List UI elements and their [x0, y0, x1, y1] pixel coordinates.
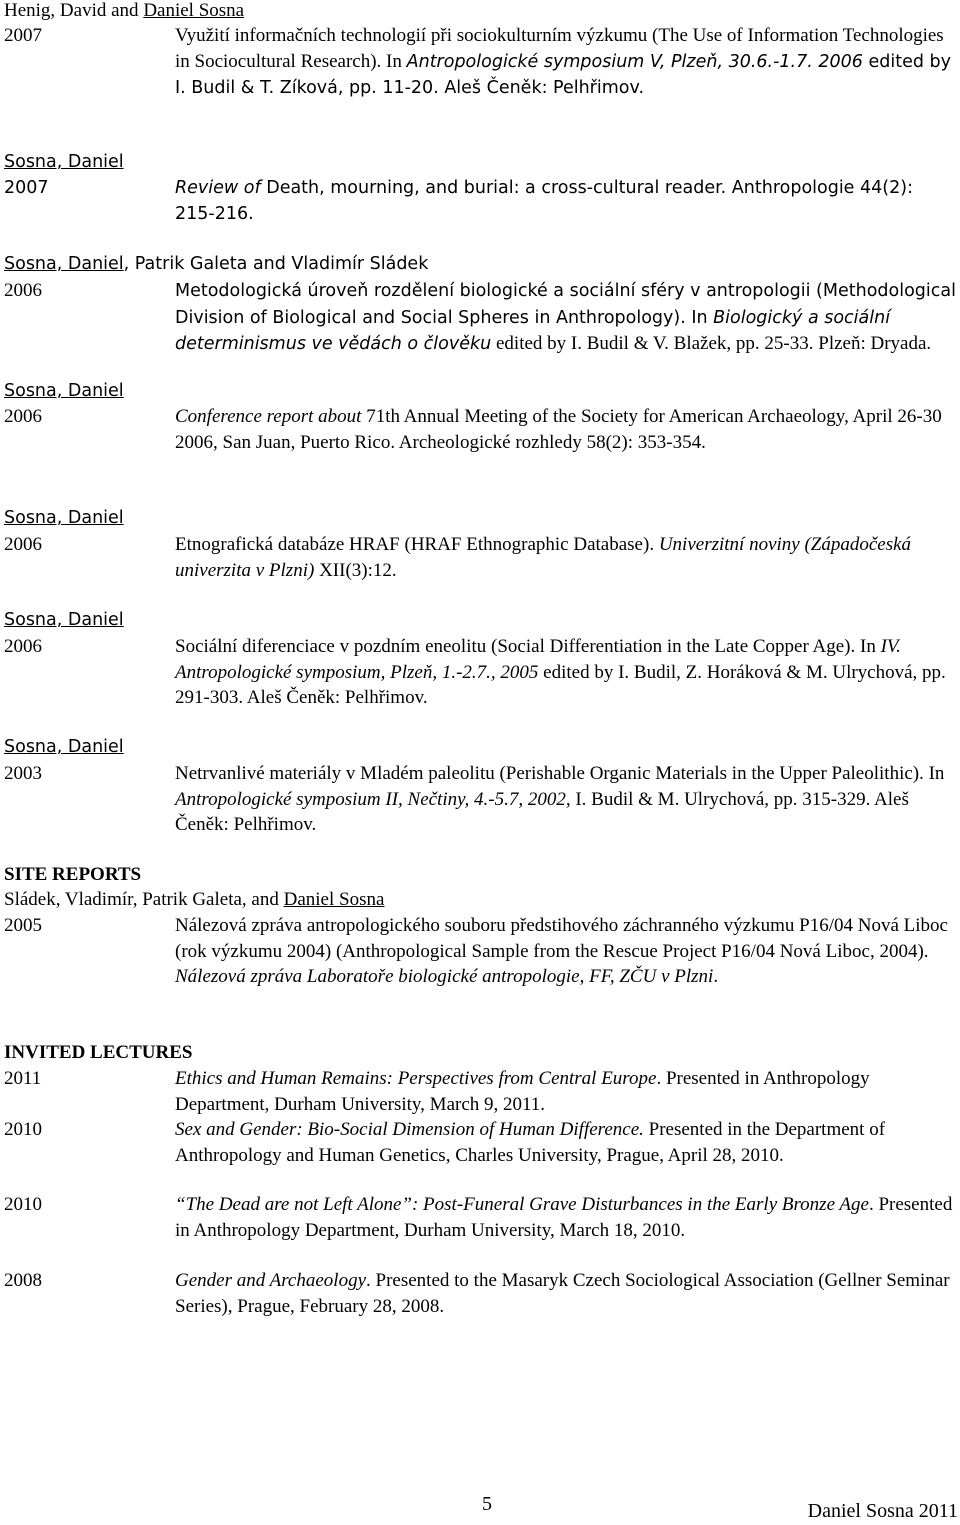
author-link[interactable]: Sosna, Daniel: [4, 508, 124, 528]
author-link[interactable]: Daniel Sosna: [283, 889, 385, 910]
site-report-authors: Sládek, Vladimír, Patrik Galeta, and Daniel Sosna: [4, 889, 385, 910]
entry-citation: Netrvanlivé materiály v Mladém paleolitu (Perishable Organic Materials in the Upper Paleolithic). In Antropologické symposium II, Nečtiny, 4.-5.7, 2002, I. Budil & M. Ulrychová, pp. 315-329. Aleš Čeněk: Pelhřimov.: [175, 763, 945, 835]
lecture-year: 2010: [4, 1119, 42, 1140]
entry-year: 2007: [4, 25, 42, 46]
lecture-entry: Sex and Gender: Bio-Social Dimension of Human Difference. Presented in the Department of Anthropology and Human Genetics, Charles University, Prague, April 28, 2010.: [175, 1119, 886, 1166]
author-link[interactable]: Sosna, Daniel: [4, 610, 124, 630]
entry-citation: Review of Death, mourning, and burial: a cross-cultural reader. Anthropologie 44(2): 215-216.: [175, 178, 913, 224]
entry-authors: [4, 608, 124, 633]
entry-citation: Metodologická úroveň rozdělení biologické a sociální sféry v antropologii (Methodological Division of Biological and Social Spheres in Anthropology). In Biologický a sociální determinismus ve vědách o člověku edited by I. Budil & V. Blažek, pp. 25-33. Plzeň: Dryada.: [175, 281, 956, 354]
entry-year: 2006: [4, 534, 42, 555]
entry-year: 2007: [4, 178, 49, 198]
entry-authors: [4, 379, 124, 404]
entry-authors: [4, 150, 124, 175]
entry-citation: Etnografická databáze HRAF (HRAF Ethnographic Database). Univerzitní noviny (Západočeská univerzita v Plzni) XII(3):12.: [175, 534, 912, 581]
entry-year: 2006: [4, 280, 42, 301]
footer-author-year: Daniel Sosna 2011: [807, 1500, 958, 1522]
author-link[interactable]: Sosna, Daniel: [4, 152, 124, 172]
author-link[interactable]: Daniel Sosna: [143, 0, 245, 21]
entry-year: 2003: [4, 763, 42, 784]
site-reports-heading: SITE REPORTS: [4, 864, 142, 885]
site-report-year: 2005: [4, 915, 42, 936]
entry-year: 2006: [4, 636, 42, 657]
page-number: 5: [482, 1493, 492, 1515]
author-link[interactable]: Sosna, Daniel: [4, 381, 124, 401]
site-report-citation: Nálezová zpráva antropologického souboru předstihového záchranného výzkumu P16/04 Nová Liboc (rok výzkumu 2004) (Anthropological Sample from the Rescue Project P16/04 Nová Liboc, 2004). Nálezová zpráva Laboratoře biologické antropologie, FF, ZČU v Plzni.: [175, 915, 948, 987]
entry-year: 2006: [4, 406, 42, 427]
lecture-entry: Gender and Archaeology. Presented to the Masaryk Czech Sociological Association (Gellner Seminar Series), Prague, February 28, 2008.: [175, 1270, 950, 1317]
entry-citation: Conference report about 71th Annual Meeting of the Society for American Archaeology, April 26-30 2006, San Juan, Puerto Rico. Archeologické rozhledy 58(2): 353-354.: [175, 406, 942, 453]
entry-authors: Henig, David and Daniel Sosna: [4, 0, 245, 21]
entry-citation: Využití informačních technologií při sociokulturním výzkumu (The Use of Information Technologies in Sociocultural Research). In Antropologické symposium V, Plzeň, 30.6.-1.7. 2006 edited by I. Budil & T. Zíková, pp. 11-20. Aleš Čeněk: Pelhřimov.: [175, 25, 951, 98]
lecture-year: 2008: [4, 1270, 42, 1291]
invited-lectures-heading: INVITED LECTURES: [4, 1042, 193, 1063]
entry-citation: Sociální diferenciace v pozdním eneolitu (Social Differentiation in the Late Copper Age). In IV. Antropologické symposium, Plzeň, 1.-2.7., 2005 edited by I. Budil, Z. Horáková & M. Ulrychová, pp. 291-303. Aleš Čeněk: Pelhřimov.: [175, 636, 946, 708]
author-link[interactable]: Sosna, Daniel: [4, 254, 124, 274]
entry-authors: [4, 735, 124, 760]
lecture-year: 2010: [4, 1194, 42, 1215]
entry-authors: Sosna, Daniel, Patrik Galeta and Vladimír Sládek: [4, 254, 429, 274]
author-link[interactable]: Sosna, Daniel: [4, 737, 124, 757]
lecture-year: 2011: [4, 1068, 42, 1089]
lecture-entry: “The Dead are not Left Alone”: Post-Funeral Grave Disturbances in the Early Bronze Age. Presented in Anthropology Department, Durham University, March 18, 2010.: [175, 1194, 953, 1241]
lecture-entry: Ethics and Human Remains: Perspectives from Central Europe. Presented in Anthropology Department, Durham University, March 9, 2011.: [175, 1068, 870, 1115]
entry-authors: [4, 506, 124, 531]
